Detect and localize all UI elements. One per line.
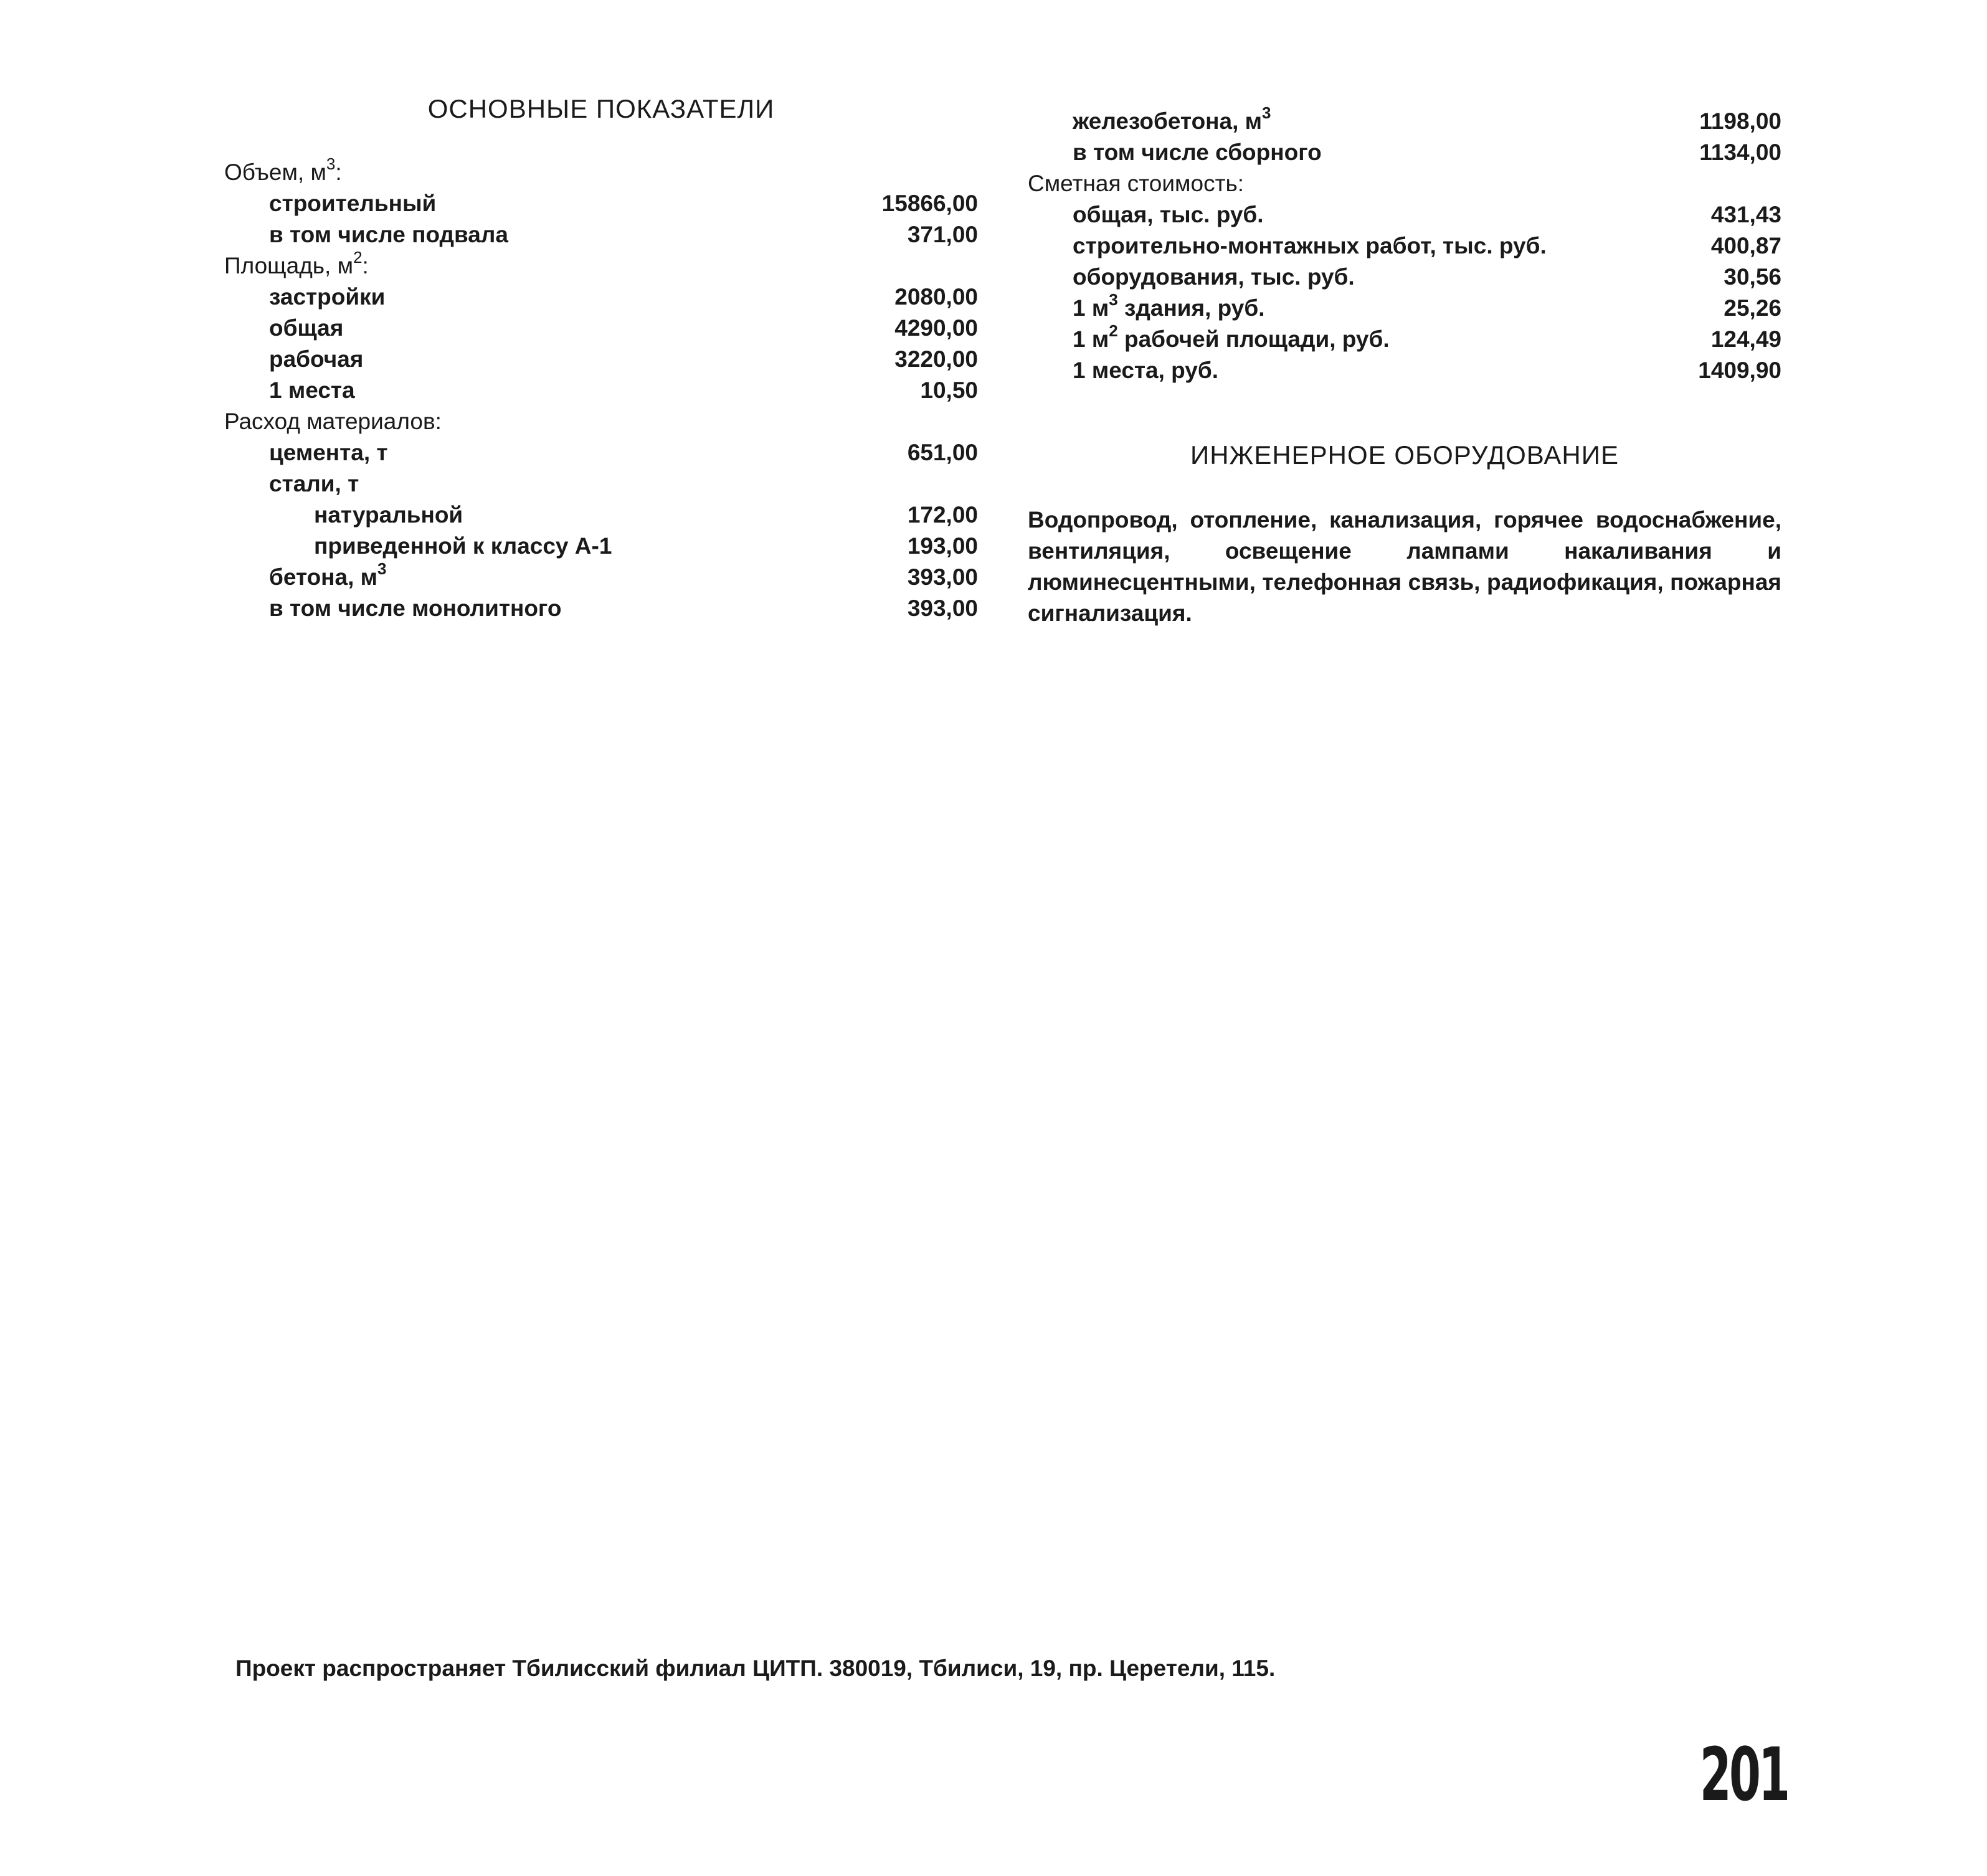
indicator-label-text: Сметная стоимость: xyxy=(1028,171,1245,196)
indicator-label xyxy=(1028,199,1264,230)
indicator-label-text: Площадь, м xyxy=(224,253,354,278)
indicator-label-text: натуральной xyxy=(314,502,463,528)
indicator-label xyxy=(224,593,561,624)
indicator-label xyxy=(224,313,343,344)
indicator-value: 651,00 xyxy=(907,440,978,465)
indicator-value: 400,87 xyxy=(1710,233,1781,258)
indicator-label xyxy=(1028,103,1271,137)
indicator-row xyxy=(1028,199,1781,230)
indicator-row xyxy=(224,344,978,375)
indicator-value: 2080,00 xyxy=(894,284,978,310)
indicator-value: 30,56 xyxy=(1724,264,1781,290)
indicator-label-text: 1 м xyxy=(1073,326,1109,352)
indicator-label-text: оборудования, тыс. руб. xyxy=(1073,264,1355,290)
indicator-row xyxy=(224,531,978,562)
unit-exponent: 3 xyxy=(1262,103,1271,122)
indicator-label-text: цемента, т xyxy=(269,440,388,465)
indicator-label-text: 1 места, руб. xyxy=(1073,358,1218,383)
indicator-label xyxy=(224,375,355,406)
indicator-value: 124,49 xyxy=(1710,326,1781,352)
indicator-label-suffix: : xyxy=(335,159,342,185)
main-indicators-list xyxy=(224,154,978,624)
indicator-row xyxy=(224,188,978,219)
unit-exponent: 3 xyxy=(377,559,387,578)
indicator-label xyxy=(224,531,612,562)
indicator-label xyxy=(224,188,436,219)
unit-exponent: 3 xyxy=(1109,290,1118,309)
indicator-label-text: в том числе подвала xyxy=(269,222,508,247)
indicator-label-text: строительный xyxy=(269,191,437,216)
indicator-label xyxy=(224,406,442,437)
indicator-label xyxy=(1028,230,1547,262)
engineering-equipment-text: Водопровод, отопление, канализация, горячее водоснабжение, вентиляция, освещение лампами накаливания и люминесцентными, телефонная связь, радиофикация, пожарная сигнализация. xyxy=(1028,507,1781,626)
page-number: 201 xyxy=(1699,1732,1788,1817)
indicator-label-text: бетона, м xyxy=(269,564,378,590)
indicator-row xyxy=(1028,290,1781,324)
indicator-value: 15866,00 xyxy=(881,191,978,216)
indicator-label-text: рабочая xyxy=(269,346,364,372)
indicator-label xyxy=(1028,137,1322,168)
indicator-row xyxy=(1028,262,1781,293)
indicator-row xyxy=(224,154,978,188)
indicator-label-text: общая, тыс. руб. xyxy=(1073,202,1264,227)
indicator-label-text: приведенной к классу А-1 xyxy=(314,533,612,559)
indicator-label-suffix: : xyxy=(362,253,369,278)
distributor-footer: Проект распространяет Тбилисский филиал ЦИТП. 380019, Тбилиси, 19, пр. Церетели, 115. xyxy=(235,1656,1276,1681)
indicator-label xyxy=(224,282,385,313)
indicator-row xyxy=(224,247,978,282)
indicator-value: 25,26 xyxy=(1724,295,1781,321)
indicator-label xyxy=(224,247,369,282)
main-indicators-heading: ОСНОВНЫЕ ПОКАЗАТЕЛИ xyxy=(427,94,775,123)
indicator-row xyxy=(1028,168,1781,199)
indicator-row xyxy=(1028,355,1781,386)
indicator-label-text: общая xyxy=(269,315,344,341)
indicator-row xyxy=(1028,103,1781,137)
indicator-row xyxy=(224,468,978,500)
indicator-row xyxy=(224,406,978,437)
indicator-value: 393,00 xyxy=(907,595,978,621)
indicator-value: 1409,90 xyxy=(1698,358,1781,383)
indicator-label xyxy=(224,559,387,593)
indicator-row xyxy=(1028,321,1781,355)
indicator-value: 1198,00 xyxy=(1699,108,1781,134)
indicator-label xyxy=(1028,168,1244,199)
indicator-row xyxy=(224,375,978,406)
indicator-label-text: стали, т xyxy=(269,471,359,496)
indicator-row xyxy=(224,593,978,624)
indicator-row xyxy=(1028,230,1781,262)
indicator-label xyxy=(1028,262,1355,293)
indicator-label xyxy=(1028,321,1390,355)
indicator-label-text: Объем, м xyxy=(224,159,326,185)
indicator-value: 371,00 xyxy=(907,222,978,247)
indicator-label-text: железобетона, м xyxy=(1073,108,1263,134)
indicator-label-text: в том числе монолитного xyxy=(269,595,562,621)
indicator-value: 431,43 xyxy=(1710,202,1781,227)
indicator-label-suffix: рабочей площади, руб. xyxy=(1117,326,1390,352)
indicator-row xyxy=(224,282,978,313)
indicator-label xyxy=(224,500,463,531)
indicator-row xyxy=(224,500,978,531)
indicator-label-text: строительно-монтажных работ, тыс. руб. xyxy=(1073,233,1547,258)
indicator-label-text: Расход материалов: xyxy=(224,409,442,434)
indicator-label-text: застройки xyxy=(269,284,386,310)
indicator-value: 393,00 xyxy=(907,564,978,590)
indicator-label xyxy=(224,154,342,188)
indicator-label xyxy=(224,437,388,468)
indicator-row xyxy=(1028,137,1781,168)
cost-indicators-list xyxy=(1028,103,1781,386)
indicator-value: 1134,00 xyxy=(1699,140,1781,165)
indicator-value: 193,00 xyxy=(907,533,978,559)
indicator-label-text: 1 места xyxy=(269,377,355,403)
indicator-value: 172,00 xyxy=(907,502,978,528)
indicator-label-text: в том числе сборного xyxy=(1073,140,1322,165)
right-column xyxy=(1028,93,1781,629)
indicator-row xyxy=(224,313,978,344)
indicator-label xyxy=(1028,290,1265,324)
indicator-value: 4290,00 xyxy=(894,315,978,341)
indicator-row xyxy=(224,219,978,250)
unit-exponent: 2 xyxy=(353,247,363,267)
indicator-label-suffix: здания, руб. xyxy=(1117,295,1265,321)
indicator-label xyxy=(224,344,363,375)
main-indicators-column xyxy=(224,93,978,624)
unit-exponent: 3 xyxy=(326,154,336,173)
indicator-row xyxy=(224,437,978,468)
indicator-label xyxy=(1028,355,1218,386)
indicator-label xyxy=(224,219,508,250)
indicator-label xyxy=(224,468,359,500)
indicator-row xyxy=(224,559,978,593)
indicator-value: 3220,00 xyxy=(894,346,978,372)
indicator-value: 10,50 xyxy=(920,377,978,403)
unit-exponent: 2 xyxy=(1109,321,1118,340)
engineering-equipment-heading: ИНЖЕНЕРНОЕ ОБОРУДОВАНИЕ xyxy=(1190,440,1619,470)
indicator-label-text: 1 м xyxy=(1073,295,1109,321)
